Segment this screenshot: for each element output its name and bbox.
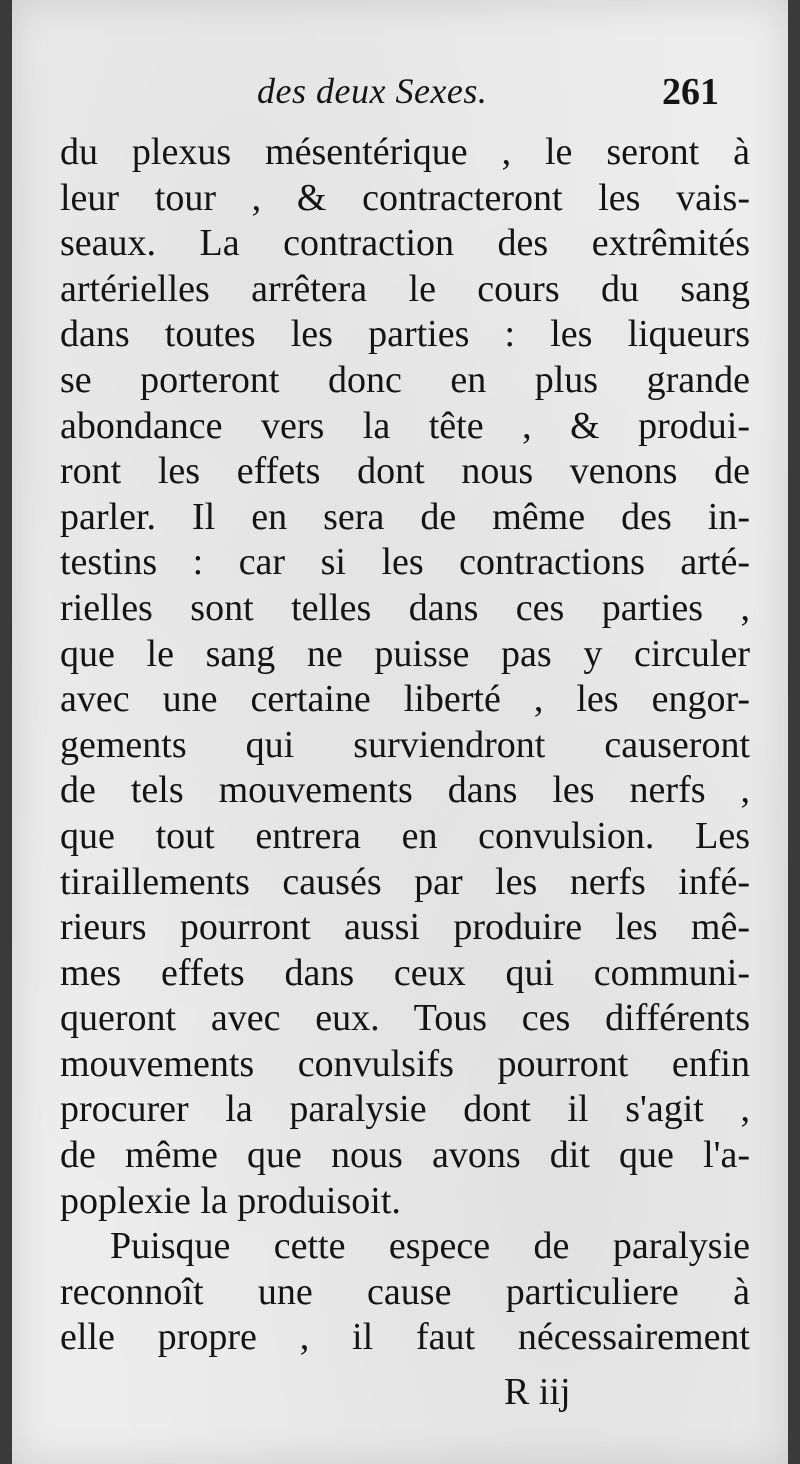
text-line: rielles sont telles dans ces parties , [60,586,750,629]
text-line: tiraillements causés par les nerfs infé- [60,860,750,903]
text-line: gements qui surviendront causeront [60,723,750,766]
text-line: testins : car si les contractions arté- [60,541,750,584]
signature-mark: R iij [504,1371,571,1413]
text-line: mouvements convulsifs pourront enfin [60,1042,750,1085]
text-line: seaux. La contraction des extrêmités [60,222,750,265]
text-line: Puisque cette espece de paralysie [110,1225,750,1268]
paragraph-1 [60,130,750,1224]
page-number: 261 [662,71,719,113]
text-line: que le sang ne puisse pas y circuler [60,632,750,675]
text-line: artérielles arrêtera le cours du sang [60,267,750,310]
running-head: des deux Sexes. [257,71,488,111]
text-line: avec une certaine liberté , les engor- [60,678,750,721]
text-body [60,130,750,1361]
text-line: dans toutes les parties : les liqueurs [60,313,750,356]
book-page [12,0,788,1464]
text-line: leur tour , & contracteront les vais- [60,176,750,219]
text-line: abondance vers la tête , & produi- [60,404,750,447]
text-line: de même que nous avons dit que l'a- [60,1134,750,1177]
text-line: queront avec eux. Tous ces différents [60,997,750,1040]
text-line: de tels mouvements dans les nerfs , [60,769,750,812]
text-line: mes effets dans ceux qui communi- [60,951,750,994]
paragraph-2 [60,1224,750,1361]
text-line: que tout entrera en convulsion. Les [60,814,750,857]
text-line: procurer la paralysie dont il s'agit , [60,1088,750,1131]
text-line: ront les effets dont nous venons de [60,450,750,493]
text-line: elle propre , il faut nécessairement [60,1316,750,1359]
text-line: se porteront donc en plus grande [60,358,750,401]
text-line: poplexie la produisoit. [60,1179,401,1222]
text-line: du plexus mésentérique , le seront à [60,131,750,173]
text-line: reconnoît une cause particuliere à [60,1270,750,1313]
text-line: rieurs pourront aussi produire les mê- [60,906,750,949]
page-header [12,70,788,120]
text-line: parler. Il en sera de même des in- [60,495,750,538]
